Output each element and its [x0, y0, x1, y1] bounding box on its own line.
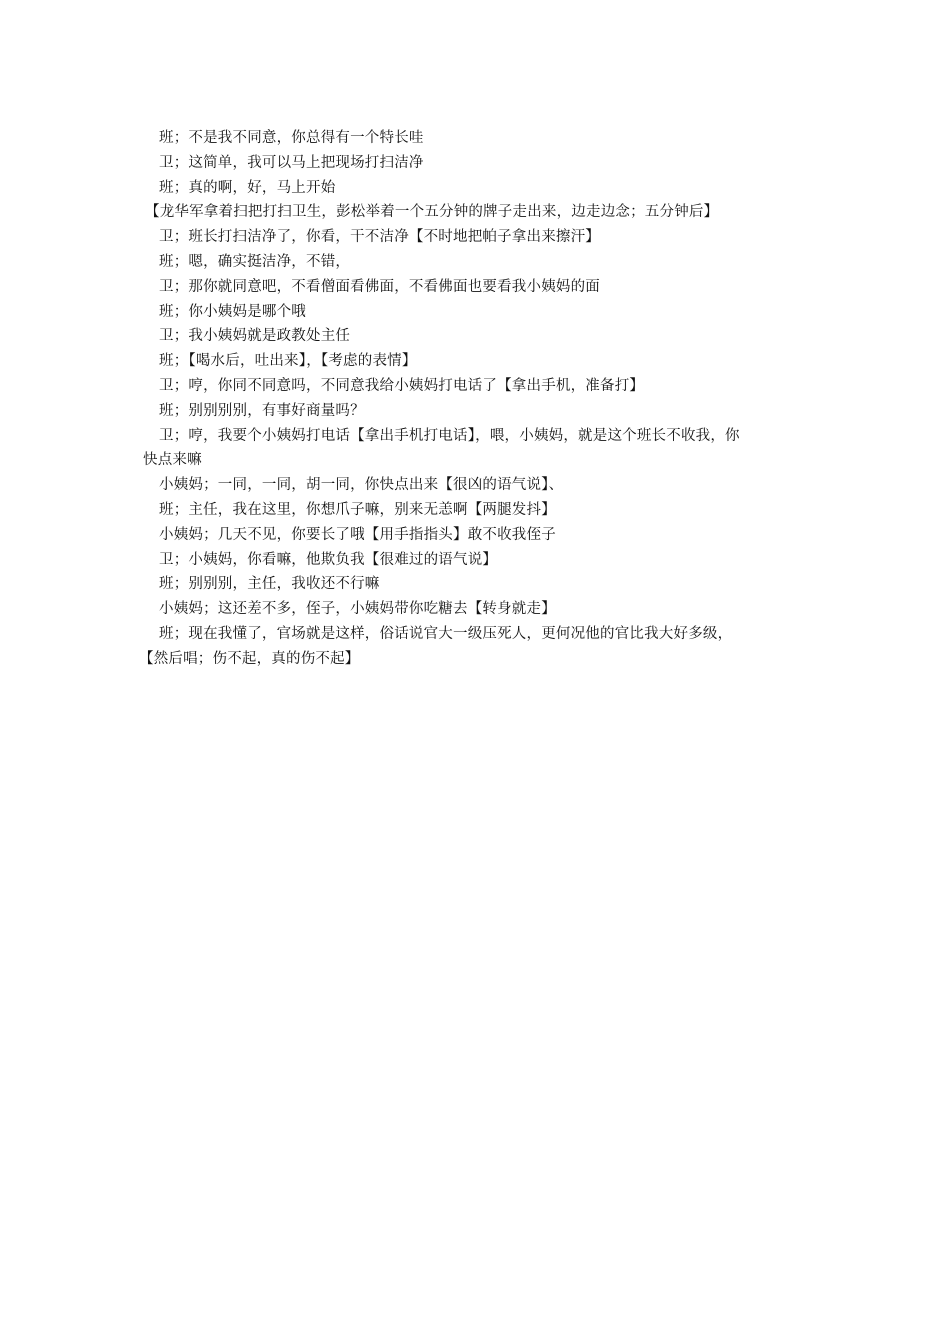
script-line: 班；【喝水后，吐出来】，【考虑的表情】 [159, 353, 417, 370]
stage-direction: 【然后唱；伤不起，真的伤不起】 [139, 650, 360, 667]
script-line: 班；别别别，主任，我收还不行嘛 [159, 576, 380, 593]
script-line: 班；别别别别，有事好商量吗？ [159, 402, 365, 419]
script-text [139, 126, 823, 672]
script-line: 卫；那你就同意吧，不看僧面看佛面，不看佛面也要看我小姨妈的面 [159, 278, 600, 295]
script-line: 卫；小姨妈，你看嘛，他欺负我【很难过的语气说】 [159, 551, 498, 568]
script-line: 班；真的啊，好，马上开始 [159, 179, 336, 196]
script-line: 卫；我小姨妈就是政教处主任 [159, 328, 351, 345]
script-line: 班；现在我懂了，官场就是这样，俗话说官大一级压死人，更何况他的官比我大好多级， [159, 625, 733, 642]
script-line: 卫；班长打扫洁净了，你看，干不洁净【不时地把帕子拿出来擦汗】 [159, 229, 600, 246]
script-line: 小姨妈；这还差不多，侄子，小姨妈带你吃糖去【转身就走】 [159, 601, 556, 618]
script-line: 班；嗯，确实挺洁净，不错， [159, 253, 351, 270]
script-line: 班；不是我不同意，你总得有一个特长哇 [159, 130, 424, 146]
stage-direction: 【龙华军拿着扫把打扫卫生，彭松举着一个五分钟的牌子走出来，边走边念；五分钟后】 [145, 204, 719, 221]
script-line: 班；主任，我在这里，你想爪子嘛，别来无恙啊【两腿发抖】 [159, 501, 556, 518]
script-line: 卫；哼，我要个小姨妈打电话【拿出手机打电话】，喂，小姨妈，就是这个班长不收我，你 [159, 427, 740, 444]
script-line-continuation: 快点来嘛 [143, 452, 202, 469]
script-line: 卫；这简单，我可以马上把现场打扫洁净 [159, 154, 424, 171]
script-line: 小姨妈；几天不见，你要长了哦【用手指指头】敢不收我侄子 [159, 526, 556, 543]
script-line: 卫；哼，你同不同意吗，不同意我给小姨妈打电话了【拿出手机，准备打】 [159, 377, 645, 394]
script-line: 小姨妈；一同，一同，胡一同，你快点出来【很凶的语气说】、 [159, 477, 564, 494]
script-line: 班；你小姨妈是哪个哦 [159, 303, 306, 320]
